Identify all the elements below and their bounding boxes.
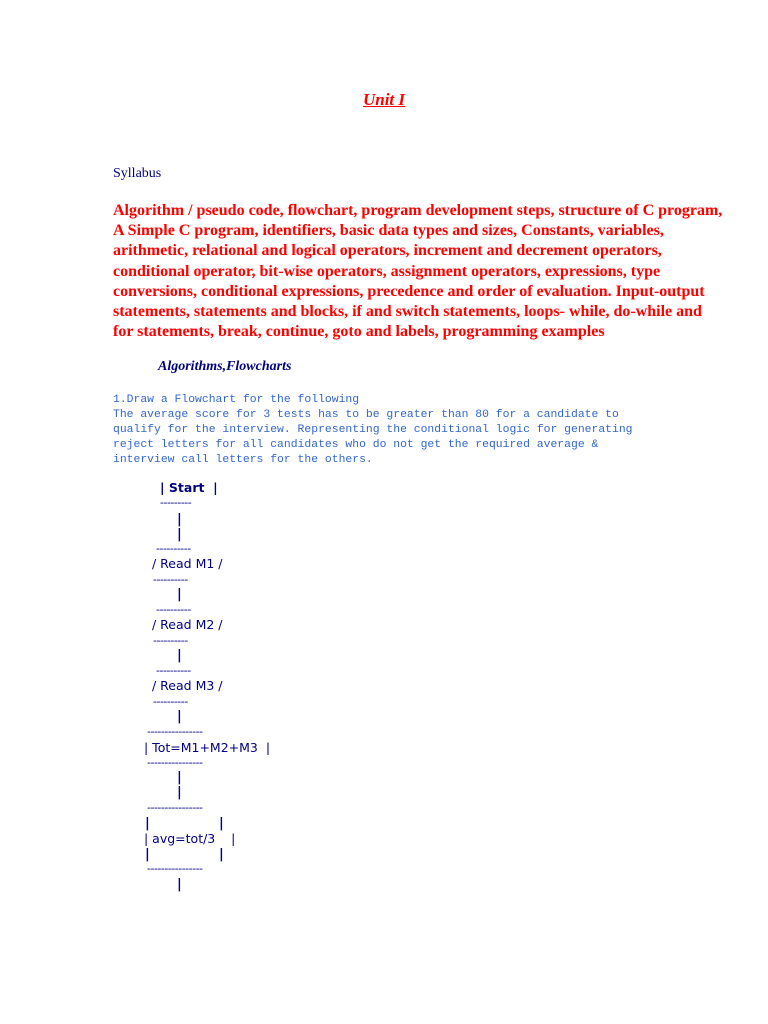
flowchart-total: | Tot=M1+M2+M3 | (144, 740, 271, 755)
flowchart-connector: | (177, 648, 182, 663)
question-line: qualify for the interview. Representing the conditional logic for generating (113, 424, 633, 436)
flowchart-connector: | (177, 877, 182, 892)
flowchart-divider: --------- (160, 496, 192, 509)
question-line: reject letters for all candidates who do not get the required average & (113, 439, 599, 451)
flowchart-divider: ---------- (153, 573, 188, 586)
flowchart-box-edge: | (145, 816, 150, 831)
flowchart-box-edge: | (145, 847, 150, 862)
flowchart-divider: ---------------- (147, 725, 203, 738)
flowchart-divider: ---------- (153, 634, 188, 647)
flowchart-read-m1: / Read M1 / (152, 556, 223, 571)
flowchart-read-m3: / Read M3 / (152, 678, 223, 693)
page-title: Unit I (362, 90, 406, 109)
flowchart-read-m2: / Read M2 / (152, 617, 223, 632)
section-heading: Algorithms,Flowcharts (158, 359, 292, 374)
flowchart-connector: | (177, 527, 182, 542)
flowchart-connector: | (177, 709, 182, 724)
flowchart-divider: ---------- (156, 603, 191, 616)
flowchart-connector: | (177, 587, 182, 602)
question-line: 1.Draw a Flowchart for the following (113, 394, 360, 406)
question-line: The average score for 3 tests has to be greater than 80 for a candidate to (113, 409, 619, 421)
flowchart-connector: | (177, 770, 182, 785)
flowchart-divider: ---------------- (147, 801, 203, 814)
flowchart-start: | Start | (160, 480, 218, 495)
flowchart-avg: | avg=tot/3 | (144, 831, 236, 846)
syllabus-label: Syllabus (113, 166, 162, 181)
flowchart-divider: ---------- (156, 542, 191, 555)
flowchart-box-edge: | (219, 816, 224, 831)
flowchart-divider: ---------------- (147, 756, 203, 769)
syllabus-text: Algorithm / pseudo code, flowchart, program development steps, structure of C program, A Simple C program, identifiers, basic data types and sizes, Constants, variables, arithmetic, relational and logical operators, increment and decrement operators, conditional operator, bit-wise operators, assignment operators, expressions, type conversions, conditional expressions, precedence and order of evaluation. Input-output statements, statements and blocks, if and switch statements, loops- while, do-while and for statements, break, continue, goto and labels, programming examples (113, 202, 723, 341)
flowchart-connector: | (177, 785, 182, 800)
flowchart-connector: | (177, 512, 182, 527)
flowchart-divider: ---------- (156, 664, 191, 677)
flowchart-divider: ---------------- (147, 862, 203, 875)
question-block (113, 393, 733, 468)
flowchart-divider: ---------- (153, 695, 188, 708)
question-line: interview call letters for the others. (113, 454, 373, 466)
flowchart-box-edge: | (219, 847, 224, 862)
